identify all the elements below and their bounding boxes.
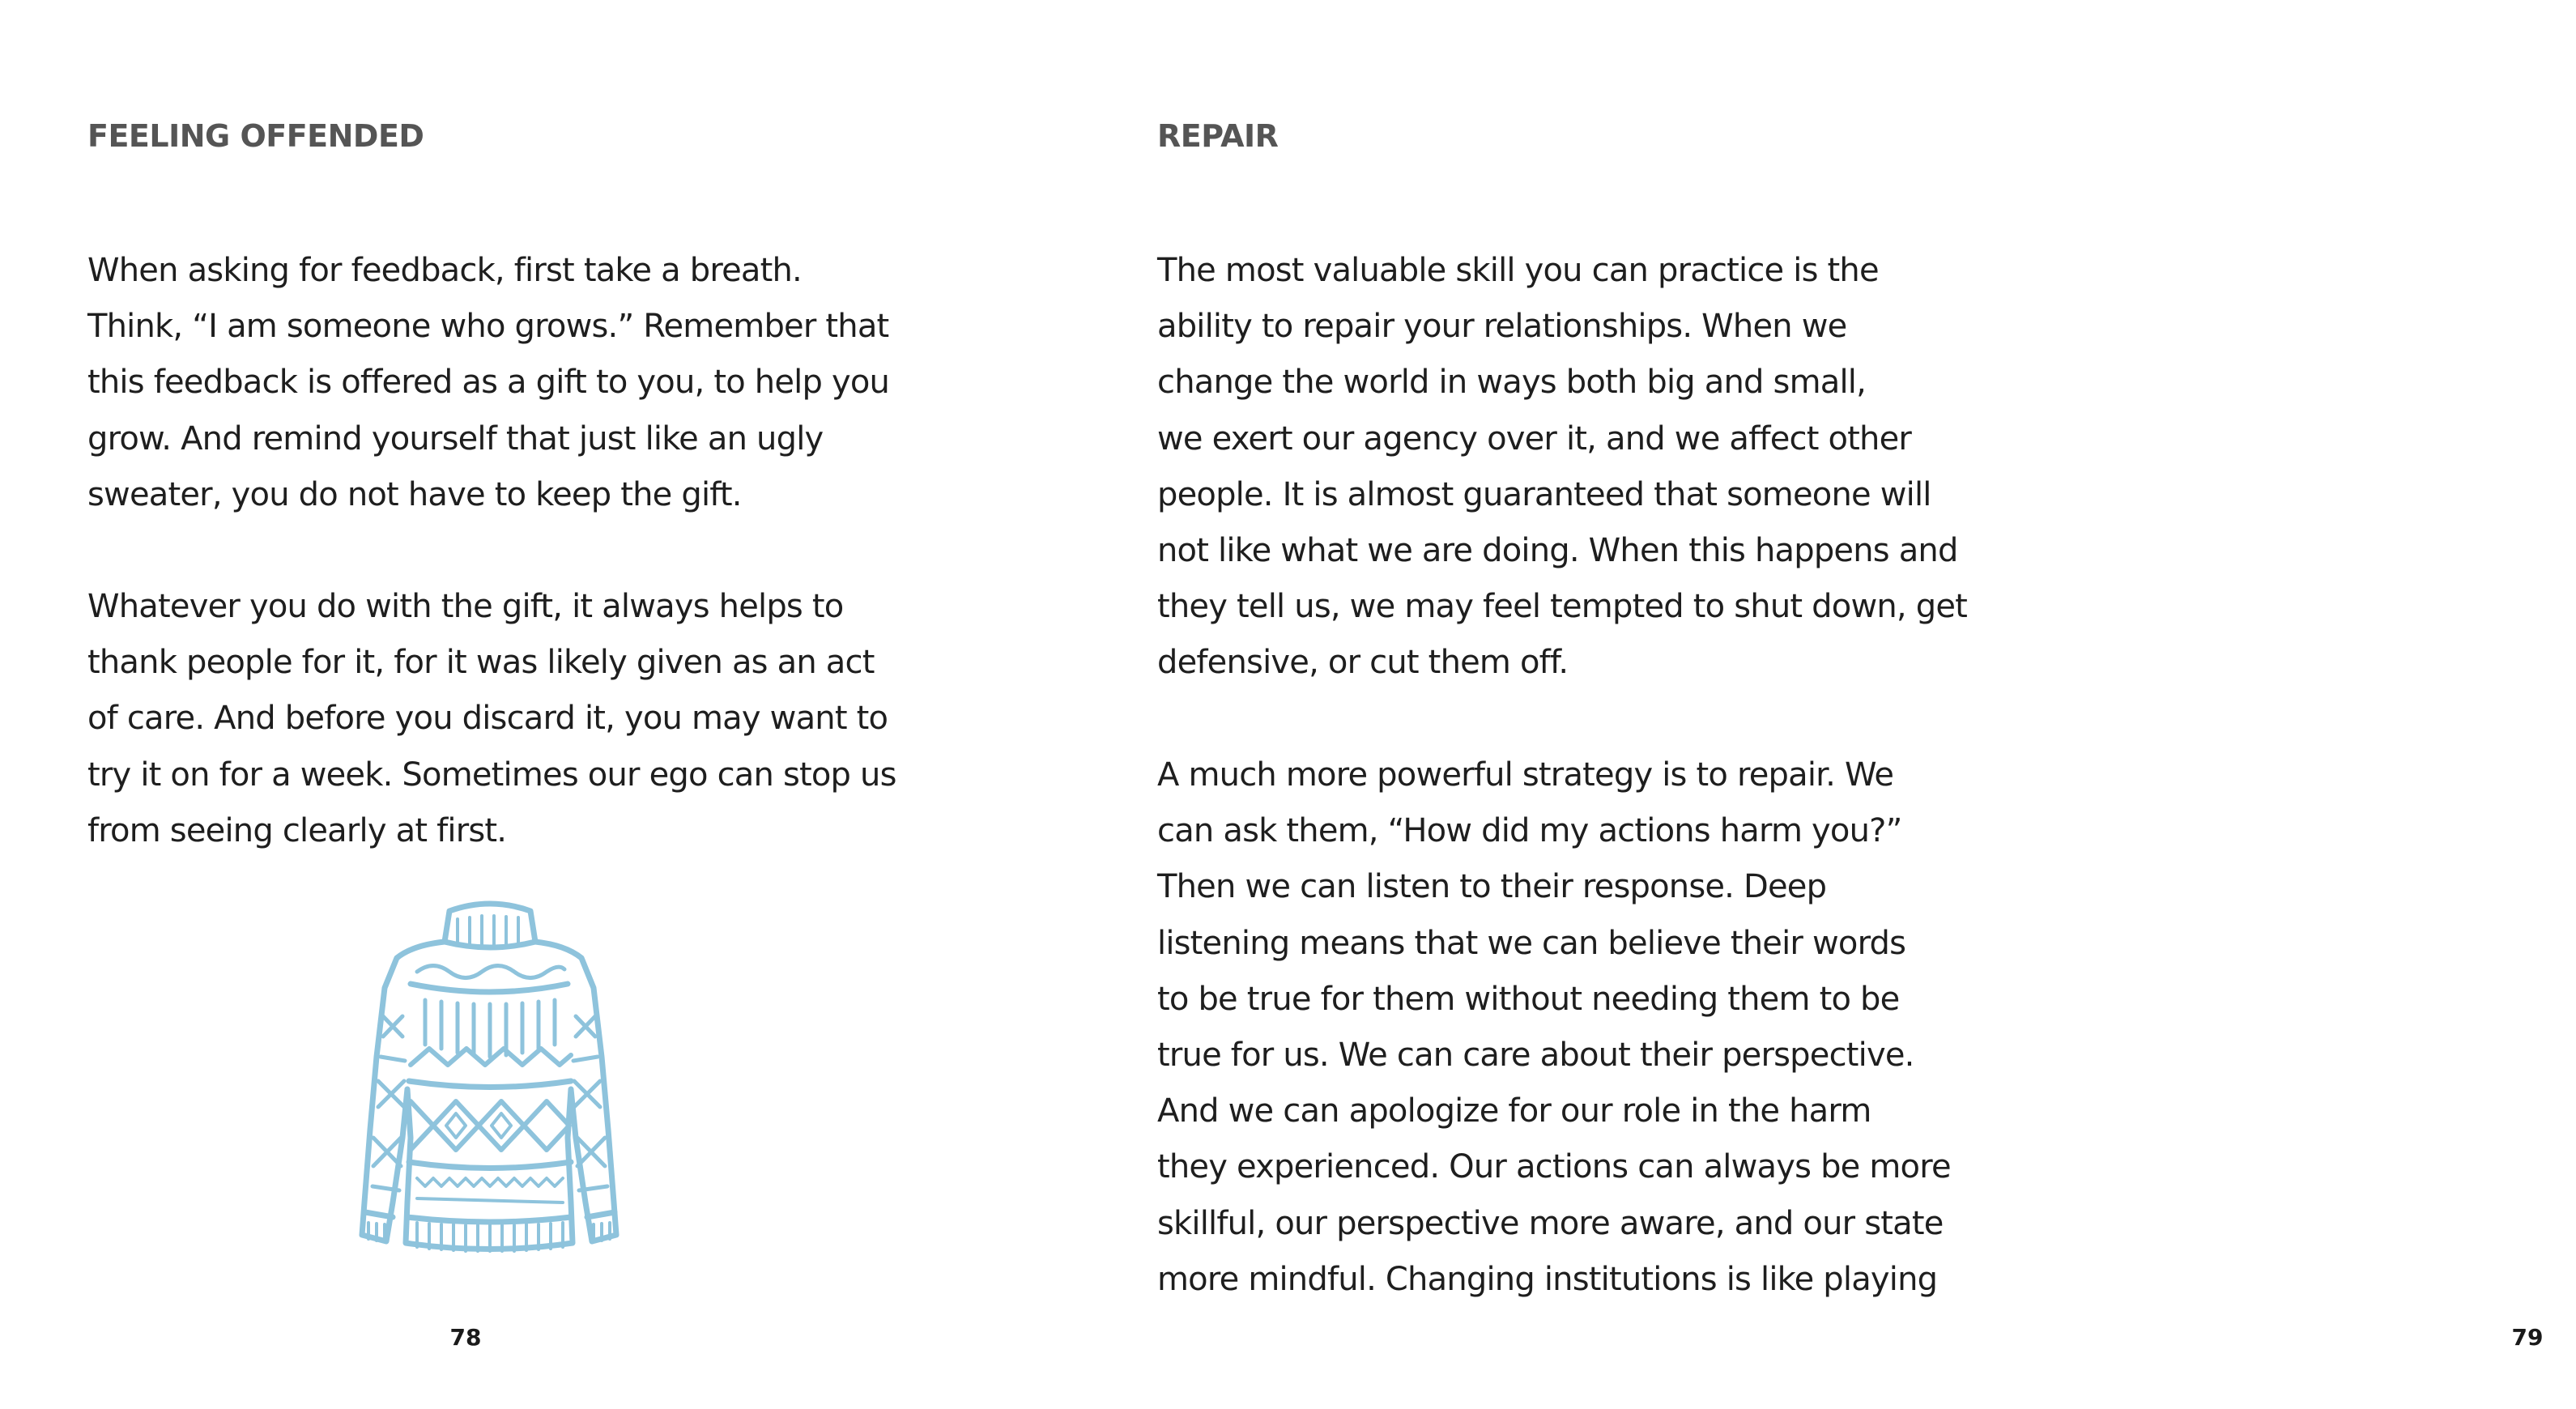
text-line: we exert our agency over it, and we affect other [1157,419,1912,458]
text-line: they experienced. Our actions can always be more [1157,1148,1951,1186]
text-line: can ask them, “How did my actions harm you?” [1157,812,1902,850]
text-line: from seeing clearly at first. [87,811,507,849]
text-line: When asking for feedback, first take a breath. [87,252,802,289]
text-line: true for us. We can care about their perspective. [1157,1037,1914,1075]
text-line: thank people for it, for it was likely given as an act [87,644,875,682]
text-line: defensive, or cut them off. [1157,644,1569,682]
page-number: 79 [2511,1324,2544,1351]
text-line: ability to repair your relationships. When we [1157,308,1847,346]
text-line: change the world in ways both big and small, [1157,364,1867,402]
text-line: sweater, you do not have to keep the gift. [87,475,742,513]
section-heading-feeling-offended: FEELING OFFENDED [87,118,424,154]
text-line: Then we can listen to their response. Deep [1157,868,1827,906]
text-line: And we can apologize for our role in the harm [1157,1092,1871,1130]
text-line: they tell us, we may feel tempted to shut down, get [1157,588,1968,626]
paragraph [87,579,896,859]
text-line: to be true for them without needing them to be [1157,980,1900,1018]
text-line: The most valuable skill you can practice is the [1157,252,1879,289]
section-heading-repair: REPAIR [1157,118,1279,154]
text-line: Whatever you do with the gift, it always helps to [87,588,844,625]
text-line: not like what we are doing. When this happens and [1157,532,1958,570]
page-number: 78 [449,1324,482,1351]
text-line: of care. And before you discard it, you may want to [87,700,888,738]
text-line: skillful, our perspective more aware, and our state [1157,1204,1944,1242]
text-line: grow. And remind yourself that just like an ugly [87,419,824,458]
text-line: this feedback is offered as a gift to you, to help you [87,364,890,402]
text-line: listening means that we can believe their words [1157,924,1906,962]
right-page [996,0,2544,1409]
paragraph [87,243,889,523]
sweater-illustration [336,895,644,1267]
left-page [0,0,996,1409]
text-line: people. It is almost guaranteed that someone will [1157,475,1931,513]
text-line: try it on for a week. Sometimes our ego can stop us [87,756,896,794]
paragraph [1157,747,1951,1308]
text-line: more mindful. Changing institutions is like playing [1157,1260,1938,1298]
text-line: Think, “I am someone who grows.” Remember that [87,308,889,346]
paragraph [1157,243,1967,692]
text-line: A much more powerful strategy is to repair. We [1157,756,1894,794]
